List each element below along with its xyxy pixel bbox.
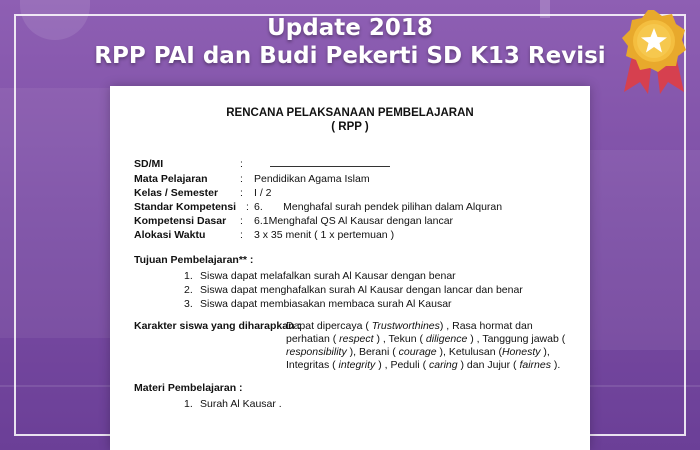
karakter-term: diligence: [425, 333, 468, 345]
tujuan-item: [184, 284, 523, 296]
karakter-term: caring: [428, 359, 458, 371]
karakter-text-part: ) , Tekun (: [373, 333, 426, 345]
karakter-term: Trustworthines: [371, 320, 440, 332]
field-value: 6.1Menghafal QS Al Kausar dengan lancar: [254, 215, 454, 227]
item-text: Siswa dapat melafalkan surah Al Kausar dengan benar: [200, 270, 456, 282]
karakter-text-part: Dapat dipercaya (: [286, 320, 372, 332]
item-number: 1.: [184, 270, 193, 282]
karakter-text-part: ), Ketulusan (: [436, 346, 502, 358]
star-icon: [618, 8, 690, 96]
tujuan-item: [184, 298, 452, 310]
field-colon: :: [240, 215, 243, 227]
item-text: Surah Al Kausar .: [200, 398, 282, 410]
field-value: 3 x 35 menit ( 1 x pertemuan ): [254, 229, 395, 241]
field-label: Kompetensi Dasar: [134, 215, 227, 227]
field-value: Pendidikan Agama Islam: [254, 173, 370, 185]
karakter-text: [286, 320, 566, 372]
tujuan-item: [184, 270, 456, 282]
field-label: Standar Kompetensi: [134, 201, 237, 213]
field-label: Kelas / Semester: [134, 187, 219, 199]
field-colon: :: [240, 158, 243, 170]
field-colon: :: [240, 229, 243, 241]
karakter-term: integrity: [338, 359, 376, 371]
karakter-text-part: ).: [550, 359, 561, 371]
item-text: Siswa dapat menghafalkan surah Al Kausar dengan lancar dan benar: [200, 284, 523, 296]
materi-heading: Materi Pembelajaran :: [134, 382, 243, 394]
materi-item: [184, 398, 282, 410]
item-number: 2.: [184, 284, 193, 296]
karakter-term: courage: [398, 346, 437, 358]
karakter-term: responsibility: [286, 346, 347, 358]
banner-title-line2: RPP PAI dan Budi Pekerti SD K13 Revisi: [94, 43, 606, 69]
document-subtitle: ( RPP ): [331, 121, 369, 133]
item-number: 1.: [184, 398, 193, 410]
tujuan-heading: Tujuan Pembelajaran** :: [134, 254, 254, 266]
field-value: I / 2: [254, 187, 272, 199]
banner-header: [0, 14, 700, 70]
field-colon: :: [240, 187, 243, 199]
banner-title-line1: Update 2018: [267, 15, 433, 41]
karakter-text-part: ), Integritas (: [286, 346, 550, 371]
field-label: SD/MI: [134, 158, 164, 170]
karakter-text-part: ) , Peduli (: [375, 359, 429, 371]
rpp-document: [110, 86, 590, 450]
item-number: 3.: [184, 298, 193, 310]
field-value: 6. Menghafal surah pendek pilihan dalam Alquran: [254, 201, 503, 213]
karakter-text-part: ) , Rasa hormat dan perhatian (: [286, 320, 533, 345]
karakter-text-part: ), Berani (: [346, 346, 399, 358]
field-blank: [270, 158, 390, 171]
karakter-text-part: ) dan Jujur (: [457, 359, 520, 371]
document-title: RENCANA PELAKSANAAN PEMBELAJARAN: [226, 107, 474, 119]
karakter-text-part: ) , Tanggung jawab (: [467, 333, 566, 345]
field-label: Alokasi Waktu: [134, 229, 206, 241]
karakter-heading: Karakter siswa yang diharapkan :: [134, 320, 301, 332]
karakter-term: fairnes: [519, 359, 551, 371]
karakter-term: Honesty: [501, 346, 541, 358]
field-colon: :: [240, 173, 243, 185]
field-label: Mata Pelajaran: [134, 173, 208, 185]
item-text: Siswa dapat membiasakan membaca surah Al Kausar: [200, 298, 452, 310]
karakter-term: respect: [339, 333, 374, 345]
field-colon: :: [246, 201, 249, 213]
